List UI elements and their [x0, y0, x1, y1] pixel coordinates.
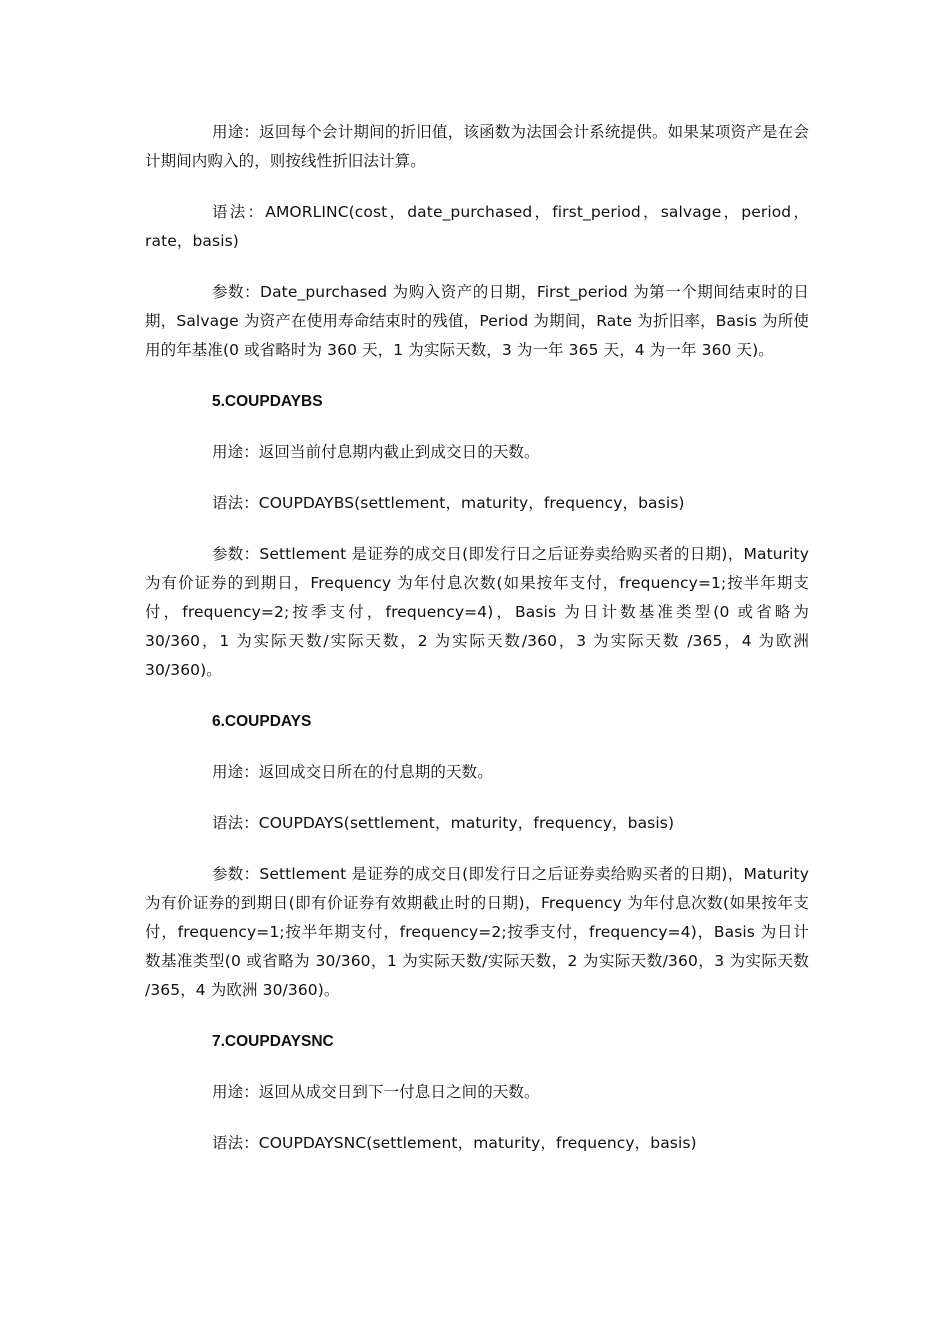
coupdays-heading: 6.COUPDAYS: [212, 713, 312, 730]
amorlinc-parameters: 参数：Date_purchased 为购入资产的日期，First_period 为第一个期间结束时的日期，Salvage 为资产在使用寿命结束时的残值，Period 为期间，Rate 为折旧率，Basis 为所使用的年基准(0 或省略时为 360 天，1 为实际天数，3 为一年 365 天，4 为一年 360 天)。: [145, 283, 809, 359]
coupdays-syntax: 语法：COUPDAYS(settlement，maturity，frequency，basis): [212, 814, 675, 832]
coupdaysnc-heading: 7.COUPDAYSNC: [212, 1033, 334, 1050]
coupdaybs-usage: 用途：返回当前付息期内截止到成交日的天数。: [212, 443, 540, 461]
amorlinc-usage: 用途：返回每个会计期间的折旧值，该函数为法国会计系统提供。如果某项资产是在会计期间内购入的，则按线性折旧法计算。: [145, 123, 809, 170]
coupdaysnc-usage: 用途：返回从成交日到下一付息日之间的天数。: [212, 1083, 540, 1101]
document-page: [145, 118, 809, 1180]
coupdaybs-parameters: 参数：Settlement 是证券的成交日(即发行日之后证券卖给购买者的日期)，Maturity 为有价证券的到期日，Frequency 为年付息次数(如果按年支付，frequency=1;按半年期支付，frequency=2;按季支付，frequency=4)，Basis 为日计数基准类型(0 或省略为 30/360，1 为实际天数/实际天数，2 为实际天数/360，3 为实际天数 /365，4 为欧洲 30/360)。: [145, 545, 809, 679]
coupdaybs-heading: 5.COUPDAYBS: [212, 393, 323, 410]
coupdaysnc-syntax: 语法：COUPDAYSNC(settlement，maturity，frequency，basis): [212, 1134, 697, 1152]
coupdays-usage: 用途：返回成交日所在的付息期的天数。: [212, 763, 493, 781]
coupdaybs-syntax: 语法：COUPDAYBS(settlement，maturity，frequency，basis): [212, 494, 685, 512]
amorlinc-syntax: 语法：AMORLINC(cost，date_purchased，first_period，salvage，period，rate，basis): [145, 203, 809, 250]
coupdays-parameters: 参数：Settlement 是证券的成交日(即发行日之后证券卖给购买者的日期)，Maturity 为有价证券的到期日(即有价证券有效期截止时的日期)，Frequency 为年付息次数(如果按年支付，frequency=1;按半年期支付，frequency=2;按季支付，frequency=4)，Basis 为日计数基准类型(0 或省略为 30/360，1 为实际天数/实际天数，2 为实际天数/360，3 为实际天数 /365，4 为欧洲 30/360)。: [145, 865, 809, 999]
